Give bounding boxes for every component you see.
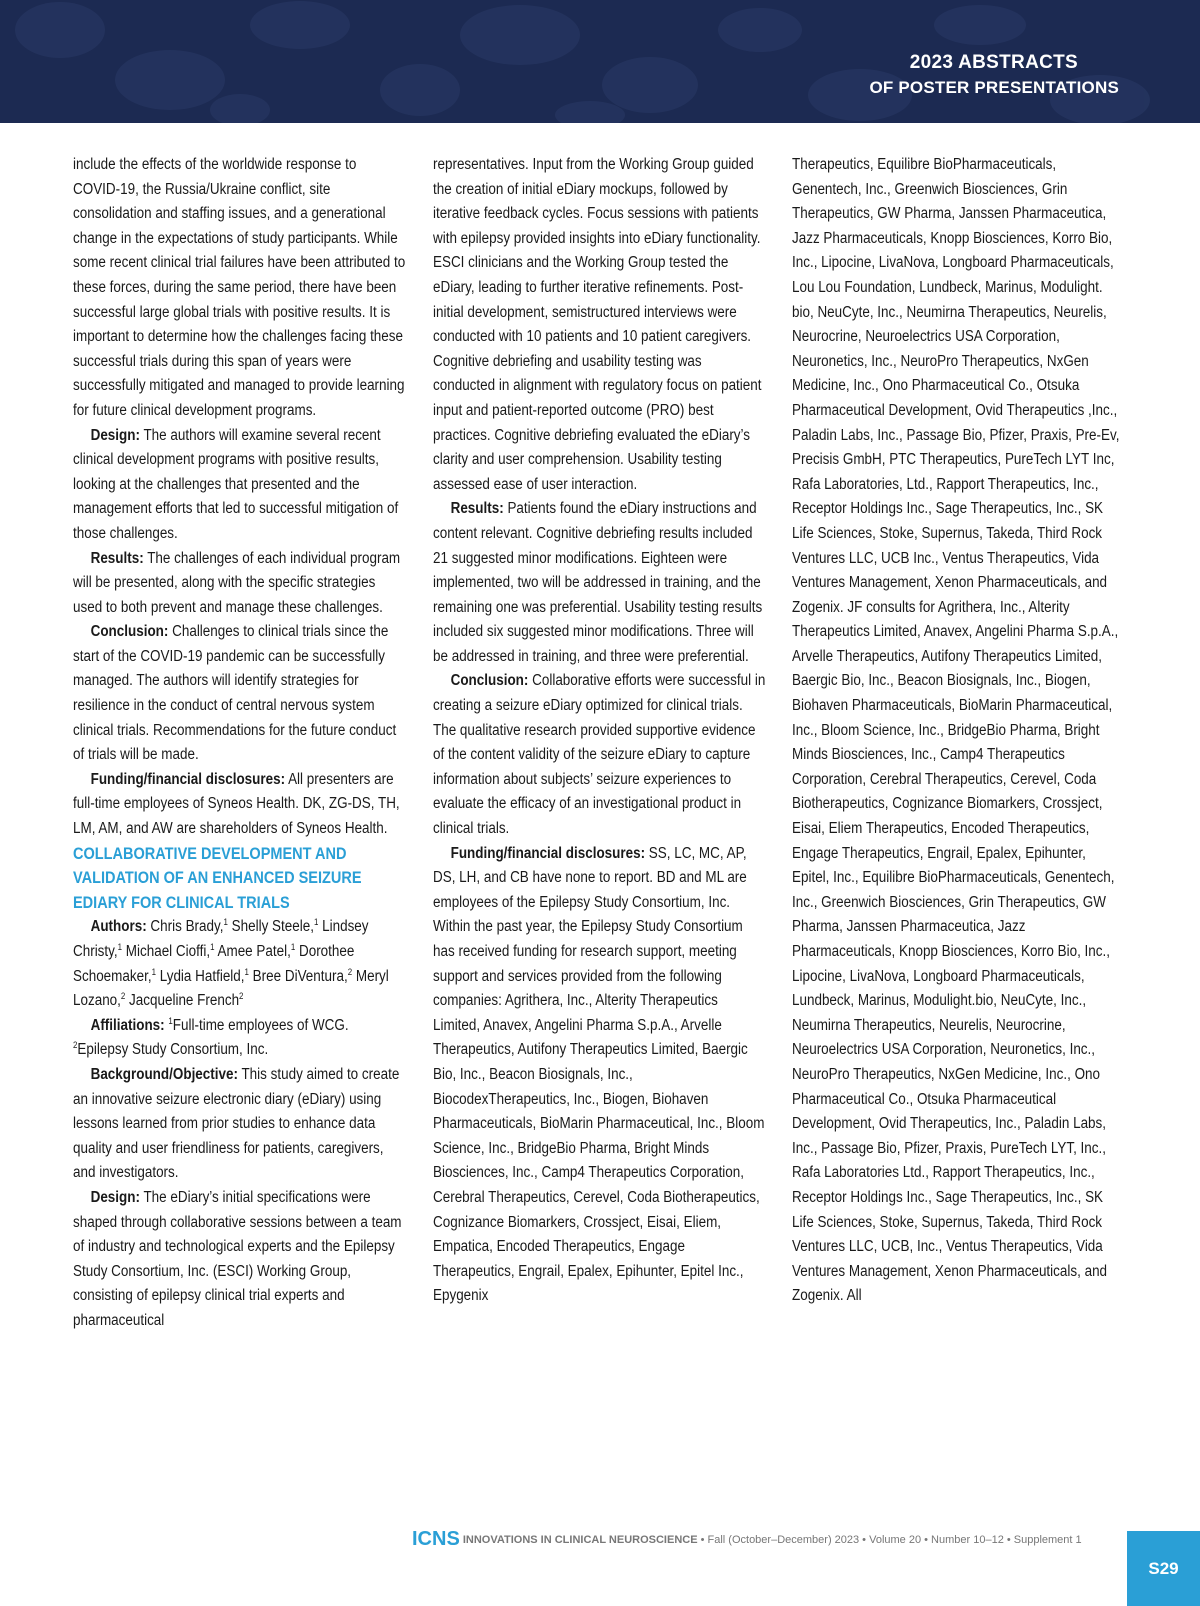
- header-title-line2: OF POSTER PRESENTATIONS: [869, 78, 1119, 97]
- page-header-banner: [0, 0, 1200, 123]
- paragraph-label: Conclusion:: [450, 672, 529, 690]
- author-name: Chris Brady,: [146, 918, 224, 936]
- author-name: Michael Cioffi,: [122, 943, 211, 960]
- paragraph-text: This study aimed to create an innovative seizure electronic diary (eDiary) using lessons learned from prior studies to enhance data quality and user friendliness for patients, caregivers, and investigators.: [73, 1065, 400, 1182]
- author-name: Amee Patel,: [214, 943, 291, 960]
- page-number-badge: S29: [1127, 1531, 1200, 1606]
- author-sup: 1: [290, 941, 296, 952]
- paragraph: [73, 547, 406, 621]
- author-name: Bree DiVentura,: [248, 967, 348, 985]
- affiliation-text: Epilepsy Study Consortium, Inc.: [77, 1041, 269, 1059]
- authors-paragraph: [73, 915, 406, 1013]
- paragraph-label: Funding/financial disclosures:: [450, 844, 646, 862]
- author-sup: 1: [151, 966, 156, 977]
- author-name: Jacqueline French: [125, 992, 240, 1010]
- paragraph: include the effects of the worldwide response to COVID-19, the Russia/Ukraine conflict, site consolidation and staffing issues, and a generational change in the expectations of study participants. While some recent clinical trial failures have been attributed to these forces, during the same period, there have been successful large global trials with positive results. It is important to determine how the challenges facing these successful trials during this span of years were successfully mitigated and managed to provide learning for future clinical development programs.: [73, 156, 406, 419]
- author-name: Lydia Hatfield,: [155, 967, 245, 985]
- author-sup: 1: [244, 966, 249, 977]
- affiliation-text: Full-time employees of WCG.: [172, 1016, 349, 1034]
- paragraph: [433, 669, 766, 841]
- journal-footer: [412, 1528, 1082, 1554]
- header-title-line1: 2023 ABSTRACTS: [909, 52, 1078, 73]
- paragraph: representatives. Input from the Working Group guided the creation of initial eDiary mockups, followed by iterative feedback cycles. Focus sessions with patients with epilepsy provided insights into eDiary functionality. ESCI clinicians and the Working Group tested the eDiary, leading to further iterative refinements. Post-initial development, semistructured interviews were conducted with 10 patients and 10 patient caregivers. Cognitive debriefing and usability testing was conducted in alignment with regulatory focus on patient input and patient-reported outcome (PRO) best practices. Cognitive debriefing evaluated the eDiary’s clarity and user comprehension. Usability testing assessed ease of user interaction.: [433, 156, 762, 493]
- author-sup: 1: [223, 917, 228, 928]
- paragraph: [73, 424, 406, 547]
- paragraph-text: All presenters are full-time employees of Syneos Health. DK, ZG-DS, TH, LM, AM, and AW are shareholders of Syneos Health.: [73, 770, 400, 838]
- paragraph: [433, 842, 766, 1309]
- author-sup: 1: [210, 941, 215, 952]
- paragraph-text: SS, LC, MC, AP, DS, LH, and CB have none to report. BD and ML are employees of the Epilepsy Study Consortium, Inc. Within the past year, the Epilepsy Study Consortium has received funding for research support, meeting support and services provided from the following companies: Agrithera, Inc., Alterity Therapeutics Limited, Anavex, Angelini Pharma S.p.A., Arvelle Therapeutics, Autifony Therapeutics Limited, Baergic Bio, Inc., Beacon Biosignals, Inc., BiocodexTherapeutics, Inc., Biogen, Biohaven Pharmaceuticals, BioMarin Pharmaceutical, Inc., Bloom Science, Inc., BridgeBio Pharma, Bright Minds Biosciences, Inc., Camp4 Therapeutics Corporation, Cerebral Therapeutics, Cerevel, Coda Biotherapeutics, Cognizance Biomarkers, Crossject, Eisai, Eliem, Empatica, Encoded Therapeutics, Engage Therapeutics, Engrail, Epalex, Epihunter, Epitel Inc., Epygenix: [433, 844, 765, 1305]
- paragraph-label: Conclusion:: [90, 623, 169, 641]
- paragraph: [73, 1063, 406, 1186]
- abstract-section-title: COLLABORATIVE DEVELOPMENT AND VALIDATION OF AN ENHANCED SEIZURE EDIARY FOR CLINICAL TRIALS: [73, 844, 362, 912]
- affiliations-paragraph: [73, 1014, 406, 1063]
- paragraph-label: Results:: [450, 500, 504, 518]
- author-name: Meryl Lozano,: [73, 967, 389, 1010]
- affiliation-sup: 2: [73, 1040, 78, 1051]
- author-name: Dorothee Schoemaker,: [73, 943, 355, 985]
- author-sup: 1: [117, 941, 123, 952]
- author-sup: 2: [347, 966, 353, 977]
- paragraph-label: Design:: [90, 1188, 140, 1206]
- paragraph-text: The eDiary’s initial specifications were shaped through collaborative sessions between a team of industry and technological experts and the Epilepsy Study Consortium, Inc. (ESCI) Working Group, consisting of epilepsy clinical trial experts and pharmaceutical: [73, 1188, 402, 1329]
- text-column-3: [792, 153, 1125, 1309]
- paragraph-label: Affiliations:: [90, 1016, 165, 1034]
- journal-brand: ICNS: [412, 1528, 460, 1550]
- paragraph-text: The authors will examine several recent clinical development programs with positive results, looking at the challenges that presented and the management efforts that led to successful mitigation of those challenges.: [73, 426, 399, 542]
- paragraph-label: Authors:: [90, 918, 147, 936]
- paragraph: [433, 497, 766, 669]
- author-sup: 1: [313, 917, 319, 928]
- author-sup: 2: [239, 991, 244, 1002]
- affiliation-sup: 1: [168, 1015, 173, 1026]
- paragraph: [73, 620, 406, 768]
- text-column-1: [73, 153, 406, 1334]
- issue-info: • Fall (October–December) 2023 • Volume 20 • Number 10–12 • Supplement 1: [697, 1534, 1082, 1546]
- author-name: Shelly Steele,: [227, 918, 314, 936]
- author-name: Lindsey Christy,: [73, 918, 369, 960]
- paragraph-text: The challenges of each individual program will be presented, along with the specific strategies used to both prevent and manage these challenges.: [73, 549, 401, 616]
- paragraph-label: Results:: [90, 549, 144, 567]
- paragraph: Therapeutics, Equilibre BioPharmaceuticals, Genentech, Inc., Greenwich Biosciences, Grin Therapeutics, GW Pharma, Janssen Pharmaceutica, Jazz Pharmaceuticals, Knopp Biosciences, Korro Bio, Inc., Lipocine, LivaNova, Longboard Pharmaceuticals, Lou Lou Foundation, Lundbeck, Marinus, Modulight. bio, NeuCyte, Inc., Neumirna Therapeutics, Neurelis, Neurocrine, Neuroelectrics USA Corporation, Neuronetics, Inc., NeuroPro Therapeutics, NxGen Medicine, Inc., Ono Pharmaceutical Co., Otsuka Pharmaceutical Development, Ovid Therapeutics ,Inc., Paladin Labs, Inc., Passage Bio, Pfizer, Praxis, Pre-Ev, Precisis GmbH, PTC Therapeutics, PureTech LYT Inc, Rafa Laboratories, Ltd., Rapport Therapeutics, Inc., Receptor Holdings Inc., Sage Therapeutics, Inc., SK Life Sciences, Stoke, Supernus, Takeda, Third Rock Ventures LLC, UCB Inc., Ventus Therapeutics, Vida Ventures Management, Xenon Pharmaceuticals, and Zogenix. JF consults for Agrithera, Inc., Alterity Therapeutics Limited, Anavex, Angelini Pharma S.p.A., Arvelle Therapeutics, Autifony Therapeutics Limited, Baergic Bio, Inc., Beacon Biosignals, Inc., Biogen, Biohaven Pharmaceuticals, BioMarin Pharmaceutical, Inc., Bloom Science, Inc., BridgeBio Pharma, Bright Minds Biosciences, Inc., Camp4 Therapeutics Corporation, Cerebral Therapeutics, Cerevel, Coda Biotherapeutics, Cognizance Biomarkers, Crossject, Eisai, Eliem Therapeutics, Encoded Therapeutics, Engage Therapeutics, Engrail, Epalex, Epihunter, Epitel, Inc., Equilibre BioPharmaceuticals, Genentech, Inc., Greenwich Biosciences, Grin Therapeutics, GW Pharma, Janssen Pharmaceutica, Jazz Pharmaceuticals, Knopp Biosciences, Korro Bio, Inc., Lipocine, LivaNova, Longboard Pharmaceuticals, Lundbeck, Marinus, Modulight.bio, NeuCyte, Inc., Neumirna Therapeutics, Neurelis, Neurocrine, Neuroelectrics USA Corporation, Neuronetics, Inc., NeuroPro Therapeutics, NxGen Medicine, Inc., Ono Pharmaceutical Co., Otsuka Pharmaceutical Development, Ovid Therapeutics, Inc., Paladin Labs, Inc., Passage Bio, Pfizer, Praxis, PureTech LYT, Inc., Rafa Laboratories Ltd., Rapport Therapeutics, Inc., Receptor Holdings Inc., Sage Therapeutics, Inc., SK Life Sciences, Stoke, Supernus, Takeda, Third Rock Ventures LLC, UCB, Inc., Ventus Therapeutics, Vida Ventures Management, Xenon Pharmaceuticals, and Zogenix. All: [792, 156, 1120, 1305]
- paragraph-text: Collaborative efforts were successful in creating a seizure eDiary optimized for clinical trials. The qualitative research provided supportive evidence of the content validity of the seizure eDiary to capture information about subjects’ seizure experiences to evaluate the efficacy of an investigational product in clinical trials.: [433, 672, 766, 838]
- paragraph-text: Patients found the eDiary instructions and content relevant. Cognitive debriefing results included 21 suggested minor modifications. Eighteen were implemented, two will be addressed in training, and the remaining one was preferential. Usability testing results included six suggested minor modifications. Three will be addressed in training, and three were preferential.: [433, 500, 763, 665]
- journal-full-name: INNOVATIONS IN CLINICAL NEUROSCIENCE: [462, 1534, 698, 1546]
- paragraph-label: Background/Objective:: [90, 1065, 238, 1083]
- author-sup: 2: [120, 991, 126, 1002]
- paragraph: [73, 768, 406, 842]
- paragraph-label: Funding/financial disclosures:: [90, 770, 286, 788]
- paragraph-label: Design:: [90, 426, 140, 444]
- paragraph-text: Challenges to clinical trials since the start of the COVID-19 pandemic can be successfully managed. The authors will identify strategies for resilience in the conduct of central nervous system clinical trials. Recommendations for the future conduct of trials will be made.: [73, 623, 397, 764]
- text-column-2: [433, 153, 766, 1309]
- paragraph: [73, 1186, 406, 1334]
